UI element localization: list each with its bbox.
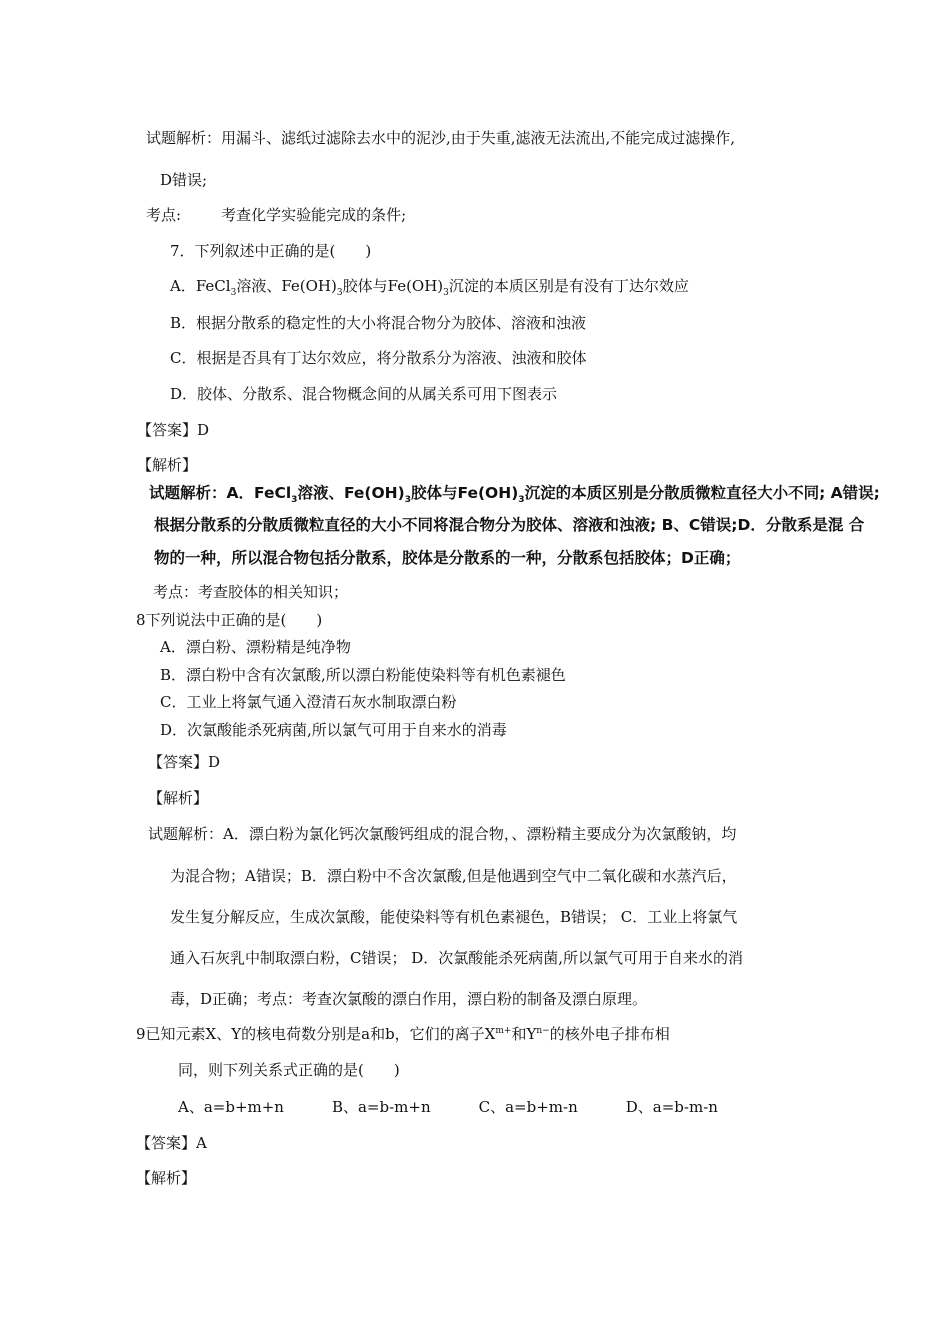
q8-analysis-label: 【解析】: [148, 789, 209, 807]
q8-option-a: A．漂白粉、漂粉精是纯净物: [160, 638, 351, 656]
q7-analysis-label: 【解析】: [137, 456, 198, 474]
q8-stem: 8下列说法中正确的是( ): [136, 611, 323, 629]
q9-option-c: C、a=b+m-n: [478, 1098, 578, 1116]
q7-option-a: A．FeCl$_3$溶液、$Fe(OH)_3$胶体与$Fe(OH)_3$沉淀的本质区别是有没有丁达尔效应: [170, 277, 689, 298]
q7-analysis-line-3: 物的一种，所以混合物包括分散系，胶体是分散系的一种，分散系包括胶体；D正确；: [154, 549, 741, 567]
q8-analysis-line-3: 发生复分解反应，生成次氯酸，能使染料等有机色素褪色，B错误； C．工业上将氯气: [170, 908, 738, 926]
q9-answer: 【答案】A: [136, 1134, 207, 1152]
q8-answer: 【答案】D: [148, 753, 221, 771]
kaodian-label: 考点:: [146, 206, 182, 224]
q9-stem-line-2: 同，则下列关系式正确的是( ): [178, 1061, 400, 1079]
q7-answer: 【答案】D: [137, 421, 210, 439]
q8-analysis-line-2: 为混合物；A错误；B．漂白粉中不含次氯酸,但是他遇到空气中二氧化碳和水蒸汽后，: [170, 867, 737, 885]
q9-option-a: A、a=b+m+n: [178, 1098, 284, 1116]
q8-analysis-line-4: 通入石灰乳中制取漂白粉，C错误； D．次氯酸能杀死病菌,所以氯气可用于自来水的消: [170, 949, 744, 967]
q9-analysis-label: 【解析】: [136, 1169, 197, 1187]
q7-stem: 7．下列叙述中正确的是( ): [170, 242, 372, 260]
q7-analysis-line-1: 试题解析：A．FeCl$_3$溶液、$Fe(OH)_3$胶体与$Fe(OH)_3$沉淀的本质区别是分散质微粒直径大小不同; A错误;: [149, 484, 880, 506]
kaodian-text: 考查化学实验能完成的条件;: [221, 206, 407, 224]
q9-option-d: D、a=b-m-n: [625, 1098, 718, 1116]
q7-kaodian: 考点：考查胶体的相关知识；: [153, 583, 349, 601]
q7-option-b: B．根据分散系的稳定性的大小将混合物分为胶体、溶液和浊液: [170, 314, 587, 332]
q6-d-wrong: D错误;: [160, 171, 208, 189]
q8-analysis-line-1: 试题解析：A．漂白粉为氯化钙次氯酸钙组成的混合物，、漂粉精主要成分为次氯酸钠，均: [148, 825, 737, 843]
q7-analysis-line-2: 根据分散系的分散质微粒直径的大小不同将混合物分为胶体、溶液和浊液; B、C错误;D．分散系是混 合: [154, 516, 865, 534]
q7-option-d: D．胶体、分散系、混合物概念间的从属关系可用下图表示: [170, 385, 558, 403]
q9-option-b: B、a=b-m+n: [331, 1098, 431, 1116]
q8-analysis-line-5: 毒，D正确；考点：考查次氯酸的漂白作用，漂白粉的制备及漂白原理。: [170, 990, 648, 1008]
q8-option-c: C．工业上将氯气通入澄清石灰水制取漂白粉: [160, 693, 457, 711]
q8-option-b: B．漂白粉中含有次氯酸,所以漂白粉能使染料等有机色素褪色: [160, 666, 566, 684]
q6-analysis-line: 试题解析：用漏斗、滤纸过滤除去水中的泥沙,由于失重,滤液无法流出,不能完成过滤操作,: [146, 129, 736, 147]
q6-kaodian: [146, 205, 406, 225]
q8-option-d: D．次氯酸能杀死病菌,所以氯气可用于自来水的消毒: [160, 721, 507, 739]
q9-stem-line-1: 9已知元素X、Y的核电荷数分别是a和b，它们的离子$X^{m+}$和$Y^{n-}$的核外电子排布相: [136, 1025, 670, 1043]
q9-options: [178, 1097, 718, 1117]
q7-option-c: C．根据是否具有丁达尔效应，将分散系分为溶液、浊液和胶体: [170, 349, 587, 367]
